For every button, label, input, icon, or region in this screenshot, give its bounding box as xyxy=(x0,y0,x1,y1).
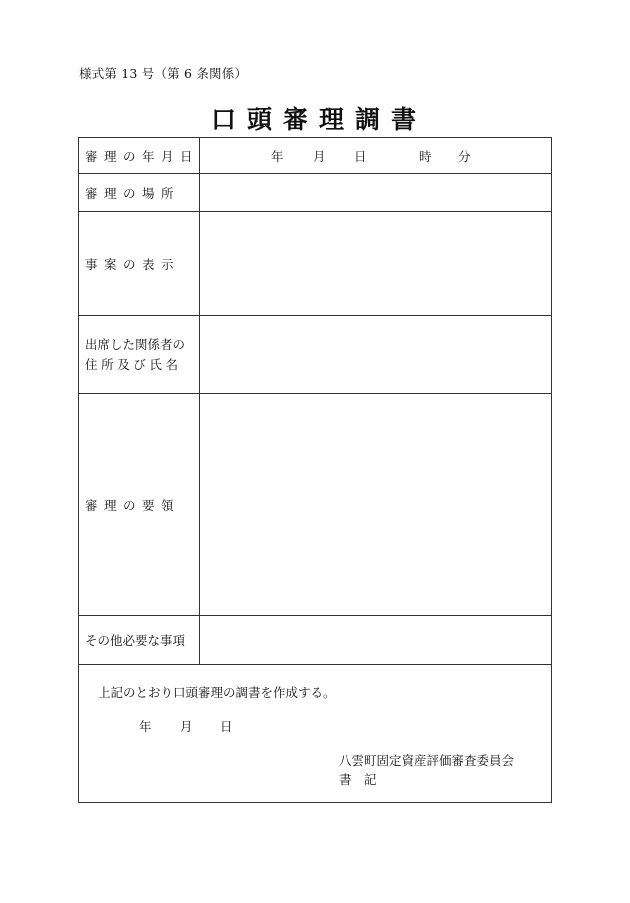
row-attendees xyxy=(79,316,551,394)
closing-year: 年 xyxy=(139,719,152,734)
closing-month: 月 xyxy=(180,719,193,734)
label-case-description: 事案の表示 xyxy=(79,212,200,315)
label-attendees-line2: 住所及び氏名 xyxy=(85,356,182,372)
unit-day: 日 xyxy=(354,148,367,164)
unit-hour: 時 xyxy=(419,148,432,164)
case-description-field[interactable] xyxy=(200,212,551,315)
unit-year: 年 xyxy=(271,148,284,164)
row-other-matters xyxy=(79,616,551,665)
hearing-record-form xyxy=(78,137,552,803)
closing-section xyxy=(79,665,551,802)
hearing-datetime-field[interactable] xyxy=(200,138,551,173)
row-hearing-place xyxy=(79,174,551,212)
label-attendees xyxy=(79,316,200,393)
document-title: 口頭審理調書 xyxy=(210,105,427,134)
clerk-label: 書 記 xyxy=(339,772,377,787)
form-number: 様式第 13 号（第 6 条関係） xyxy=(79,66,248,81)
label-attendees-line1: 出席した関係者の xyxy=(85,336,186,352)
other-matters-field[interactable] xyxy=(200,616,551,664)
hearing-place-field[interactable] xyxy=(200,174,551,211)
row-hearing-datetime xyxy=(79,138,551,174)
row-hearing-summary xyxy=(79,394,551,616)
label-hearing-place: 審理の場所 xyxy=(79,174,200,211)
hearing-summary-field[interactable] xyxy=(200,394,551,615)
label-hearing-summary: 審理の要領 xyxy=(79,394,200,615)
unit-month: 月 xyxy=(313,148,326,164)
label-other-matters: その他必要な事項 xyxy=(79,616,200,664)
label-hearing-datetime: 審理の年月日 xyxy=(79,138,200,173)
attendees-field[interactable] xyxy=(200,316,551,393)
closing-day: 日 xyxy=(220,719,233,734)
unit-minute: 分 xyxy=(458,148,471,164)
row-case-description xyxy=(79,212,551,316)
committee-name: 八雲町固定資産評価審査委員会 xyxy=(339,753,515,768)
closing-statement: 上記のとおり口頭審理の調書を作成する。 xyxy=(98,685,336,700)
